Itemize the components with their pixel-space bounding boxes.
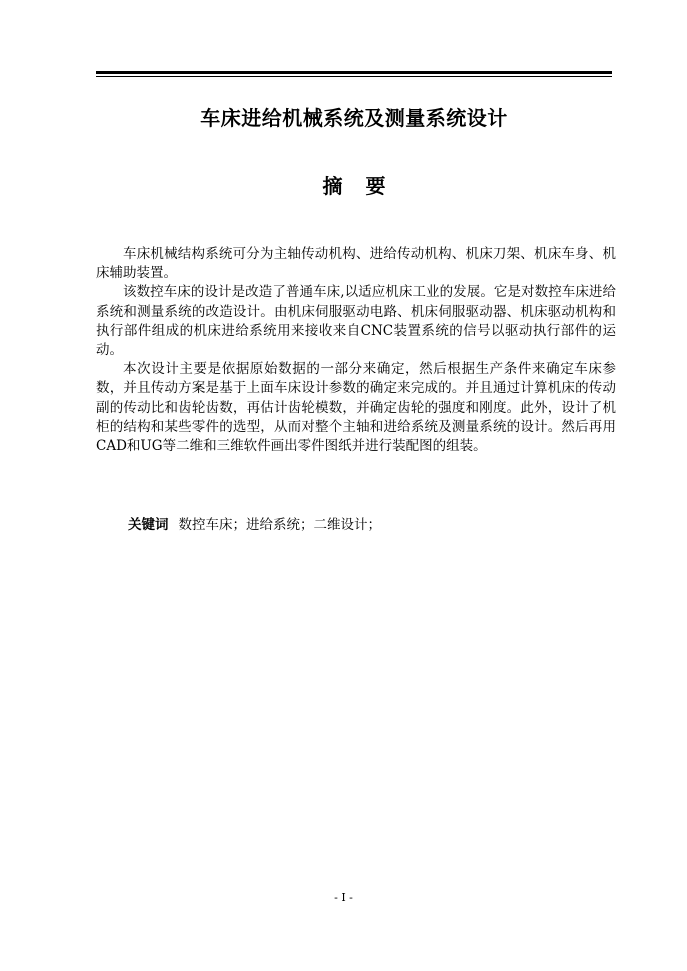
keywords-value: 数控车床；进给系统；二维设计； <box>178 517 381 533</box>
keywords-line <box>128 516 608 535</box>
abstract-paragraph-2: 该数控车床的设计是改造了普通车床,以适应机床工业的发展。它是对数控车床进给系统和测量系统的改造设计。由机床伺服驱动电路、机床伺服驱动器、机床驱动机构和执行部件组成的机床进给系统用来接收来自CNC装置系统的信号以驱动执行部件的运动。 <box>96 284 616 359</box>
abstract-body <box>96 245 616 456</box>
document-title: 车床进给机械系统及测量系统设计 <box>200 106 508 130</box>
abstract-heading: 摘 要 <box>322 174 394 198</box>
abstract-paragraph-3: 本次设计主要是依据原始数据的一部分来确定，然后根据生产条件来确定车床参数，并且传动方案是基于上面车床设计参数的确定来完成的。并且通过计算机床的传动副的传动比和齿轮齿数，再估计齿轮模数，并确定齿轮的强度和刚度。此外，设计了机柜的结构和某些零件的选型，从而对整个主轴和进给系统及测量系统的设计。然后再用CAD和UG等二维和三维软件画出零件图纸并进行装配图的组装。 <box>96 361 616 455</box>
keywords-label: 关键词 <box>128 517 169 533</box>
header-rule-thick <box>96 71 612 74</box>
header-rule-thin <box>96 76 612 77</box>
abstract-paragraph-1: 车床机械结构系统可分为主轴传动机构、进给传动机构、机床刀架、机床车身、机床辅助装置。 <box>96 246 616 282</box>
page-number: - I - <box>334 891 353 904</box>
